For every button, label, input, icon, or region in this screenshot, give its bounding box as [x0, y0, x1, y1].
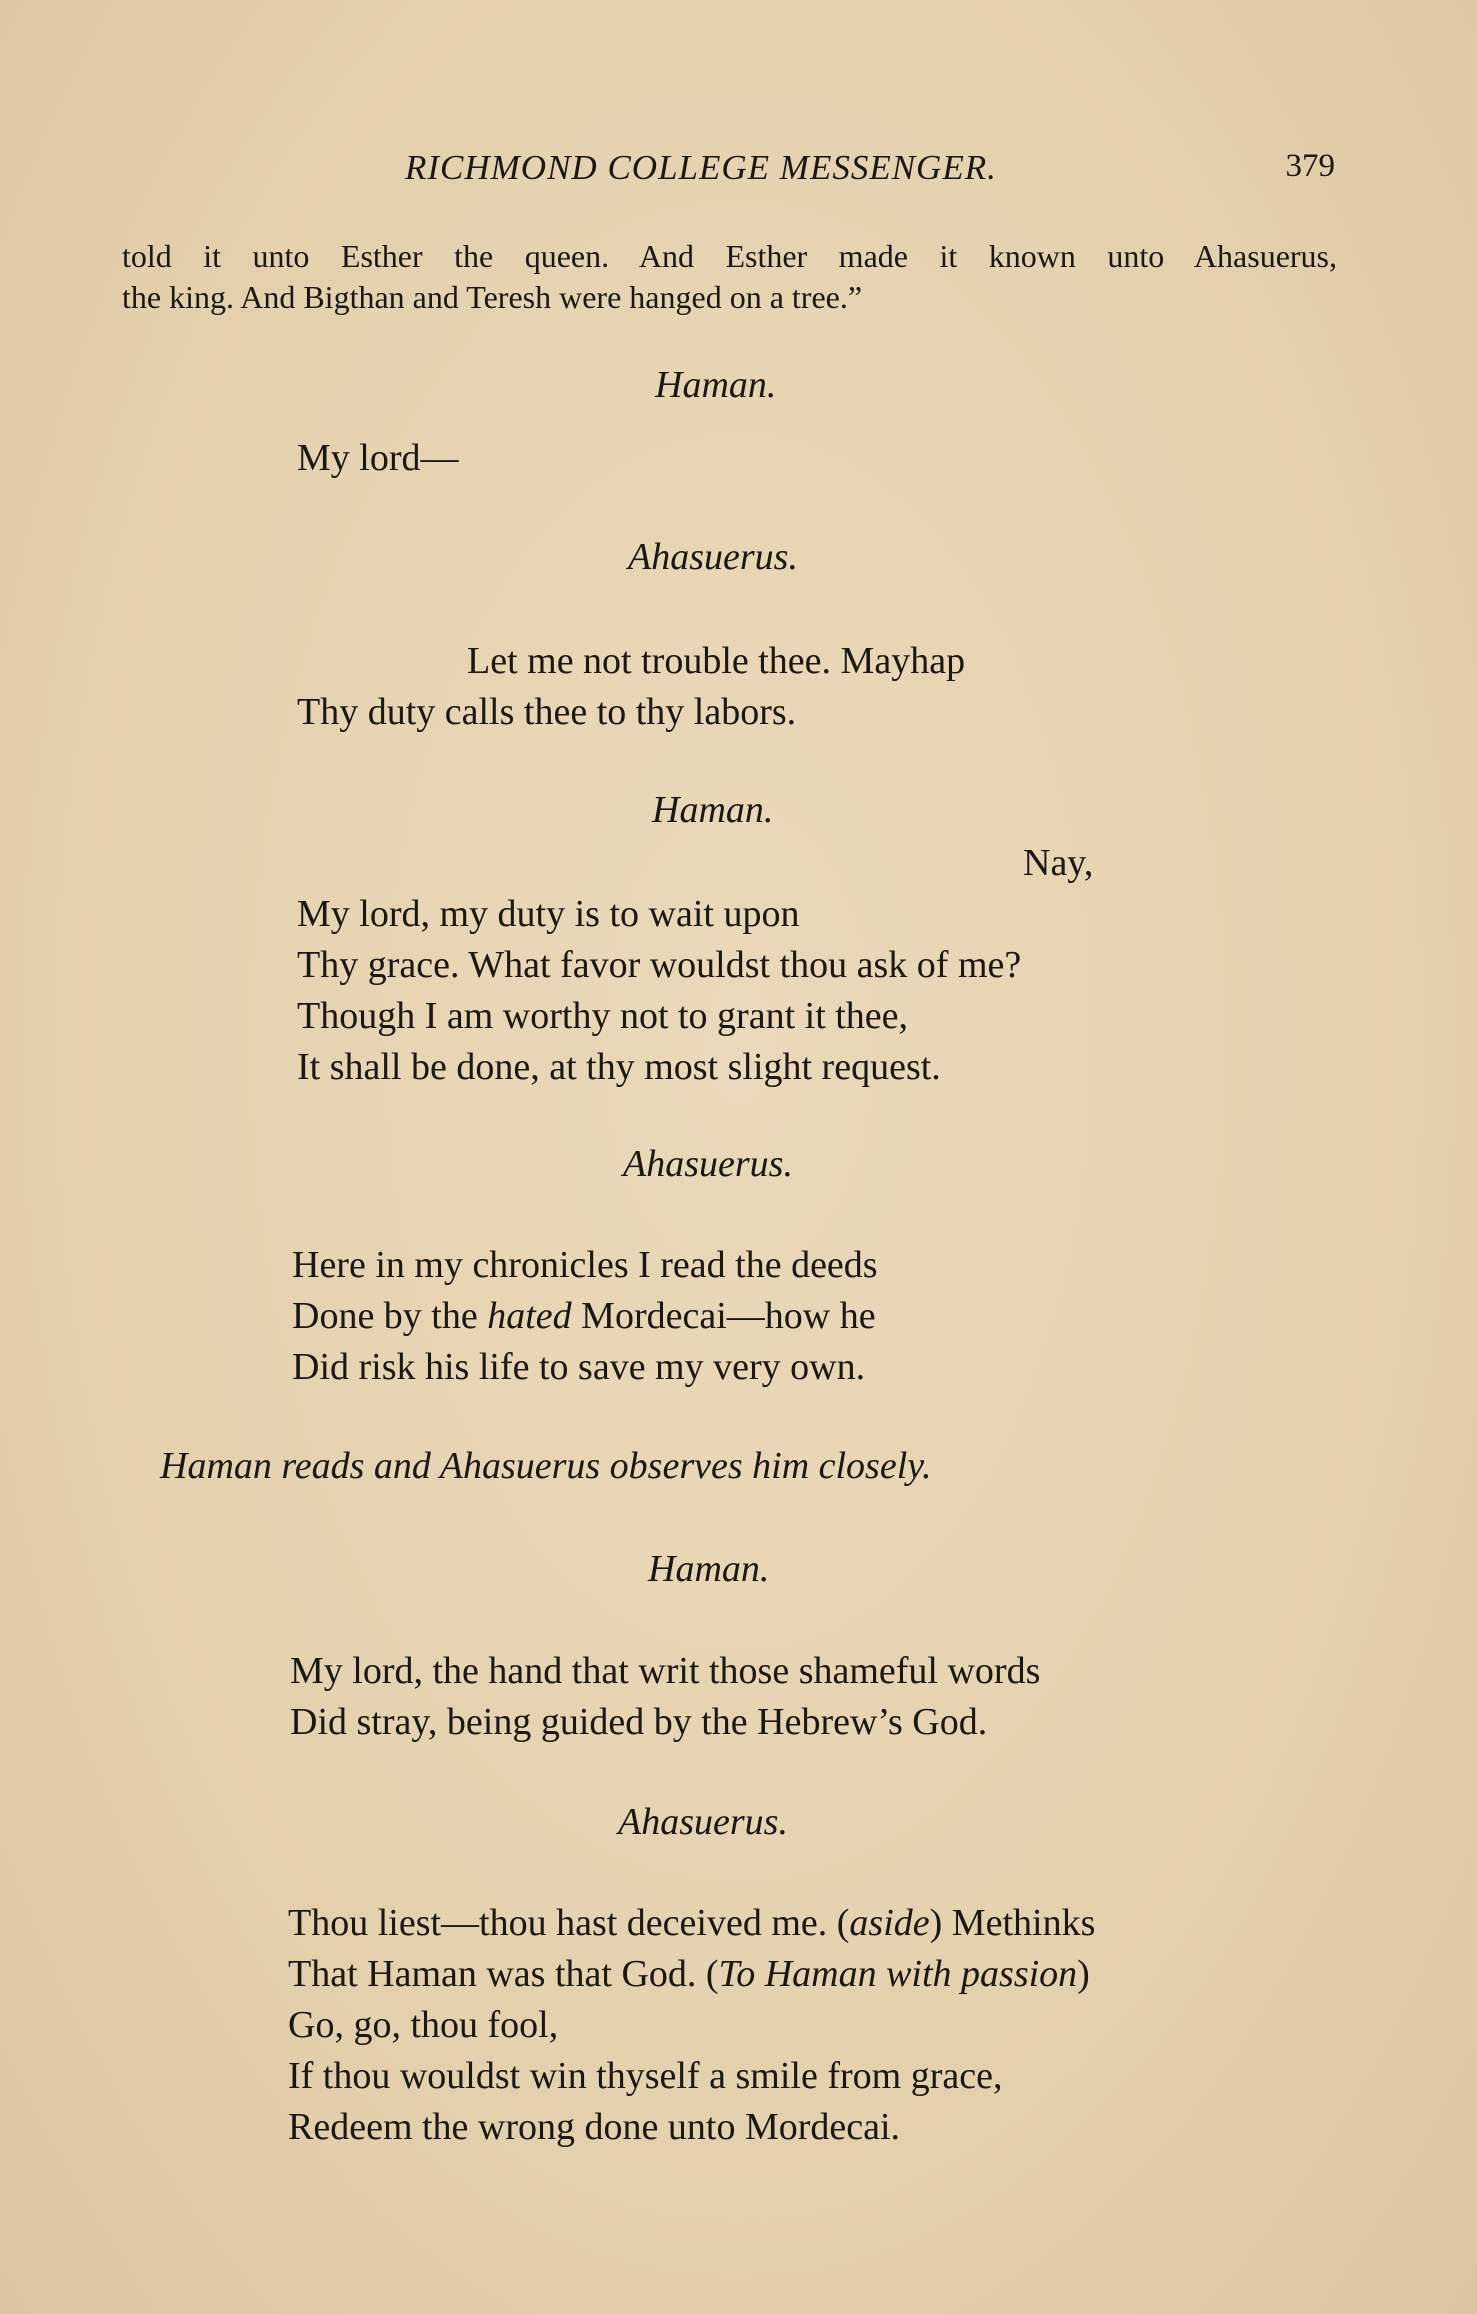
speech-verse [297, 433, 459, 484]
speaker-name: Haman. [655, 364, 777, 406]
verse-text: Done by the [292, 1295, 488, 1337]
verse-text: Mordecai—how he [571, 1295, 876, 1337]
verse-line: Here in my chronicles I read the deeds [292, 1244, 878, 1286]
verse-line: Nay, [1023, 842, 1094, 884]
emphasis-text: To Haman with passion [718, 1953, 1078, 1995]
verse-line: It shall be done, at thy most slight request. [297, 1046, 941, 1088]
verse-line: My lord— [297, 437, 459, 479]
verse-line [292, 1291, 878, 1342]
speaker-name: Ahasuerus. [623, 1143, 793, 1185]
verse-line: Though I am worthy not to grant it thee, [297, 995, 909, 1037]
verse-line [288, 1898, 1095, 1949]
running-title: RICHMOND COLLEGE MESSENGER. [405, 148, 997, 187]
verse-line: Thy duty calls thee to thy labors. [297, 691, 797, 733]
stage-direction: Haman reads and Ahasuerus observes him closely. [160, 1445, 932, 1487]
verse-text: ) Methinks [929, 1902, 1096, 1944]
verse-text: That Haman was that God. ( [288, 1953, 719, 1995]
prose-paragraph [122, 236, 1337, 318]
verse-line: Did stray, being guided by the Hebrew’s God. [290, 1701, 988, 1743]
speaker-name: Haman. [652, 789, 774, 831]
speech-verse [288, 1898, 1095, 2153]
verse-line: Redeem the wrong done unto Mordecai. [288, 2106, 901, 2148]
verse-line: If thou wouldst win thyself a smile from grace, [288, 2055, 1003, 2097]
speech-verse [297, 838, 1093, 1093]
speech-verse [290, 1646, 1040, 1748]
speaker-name: Ahasuerus. [618, 1801, 788, 1843]
prose-line: told it unto Esther the queen. And Esther made it known unto Ahasuerus, [122, 238, 1337, 274]
verse-text: Thou liest—thou hast deceived me. ( [288, 1902, 850, 1944]
emphasis-text: hated [487, 1295, 572, 1337]
verse-line: Go, go, thou fool, [288, 2004, 559, 2046]
verse-text: ) [1077, 1953, 1090, 1995]
page-number: 379 [1285, 148, 1335, 184]
verse-line: My lord, the hand that writ those shameful words [290, 1650, 1041, 1692]
verse-line: Thy grace. What favor wouldst thou ask of me? [297, 944, 1022, 986]
speaker-name: Ahasuerus. [628, 536, 798, 578]
prose-line: the king. And Bigthan and Teresh were hanged on a tree.” [122, 279, 863, 315]
speaker-name: Haman. [648, 1548, 770, 1590]
verse-line: Let me not trouble thee. Mayhap [467, 640, 966, 682]
verse-line: Did risk his life to save my very own. [292, 1346, 866, 1388]
speech-verse [292, 1240, 878, 1393]
emphasis-text: aside [849, 1902, 930, 1944]
page-header [120, 148, 1335, 198]
verse-line: My lord, my duty is to wait upon [297, 893, 800, 935]
speech-verse [297, 636, 965, 738]
verse-line [288, 1949, 1095, 2000]
